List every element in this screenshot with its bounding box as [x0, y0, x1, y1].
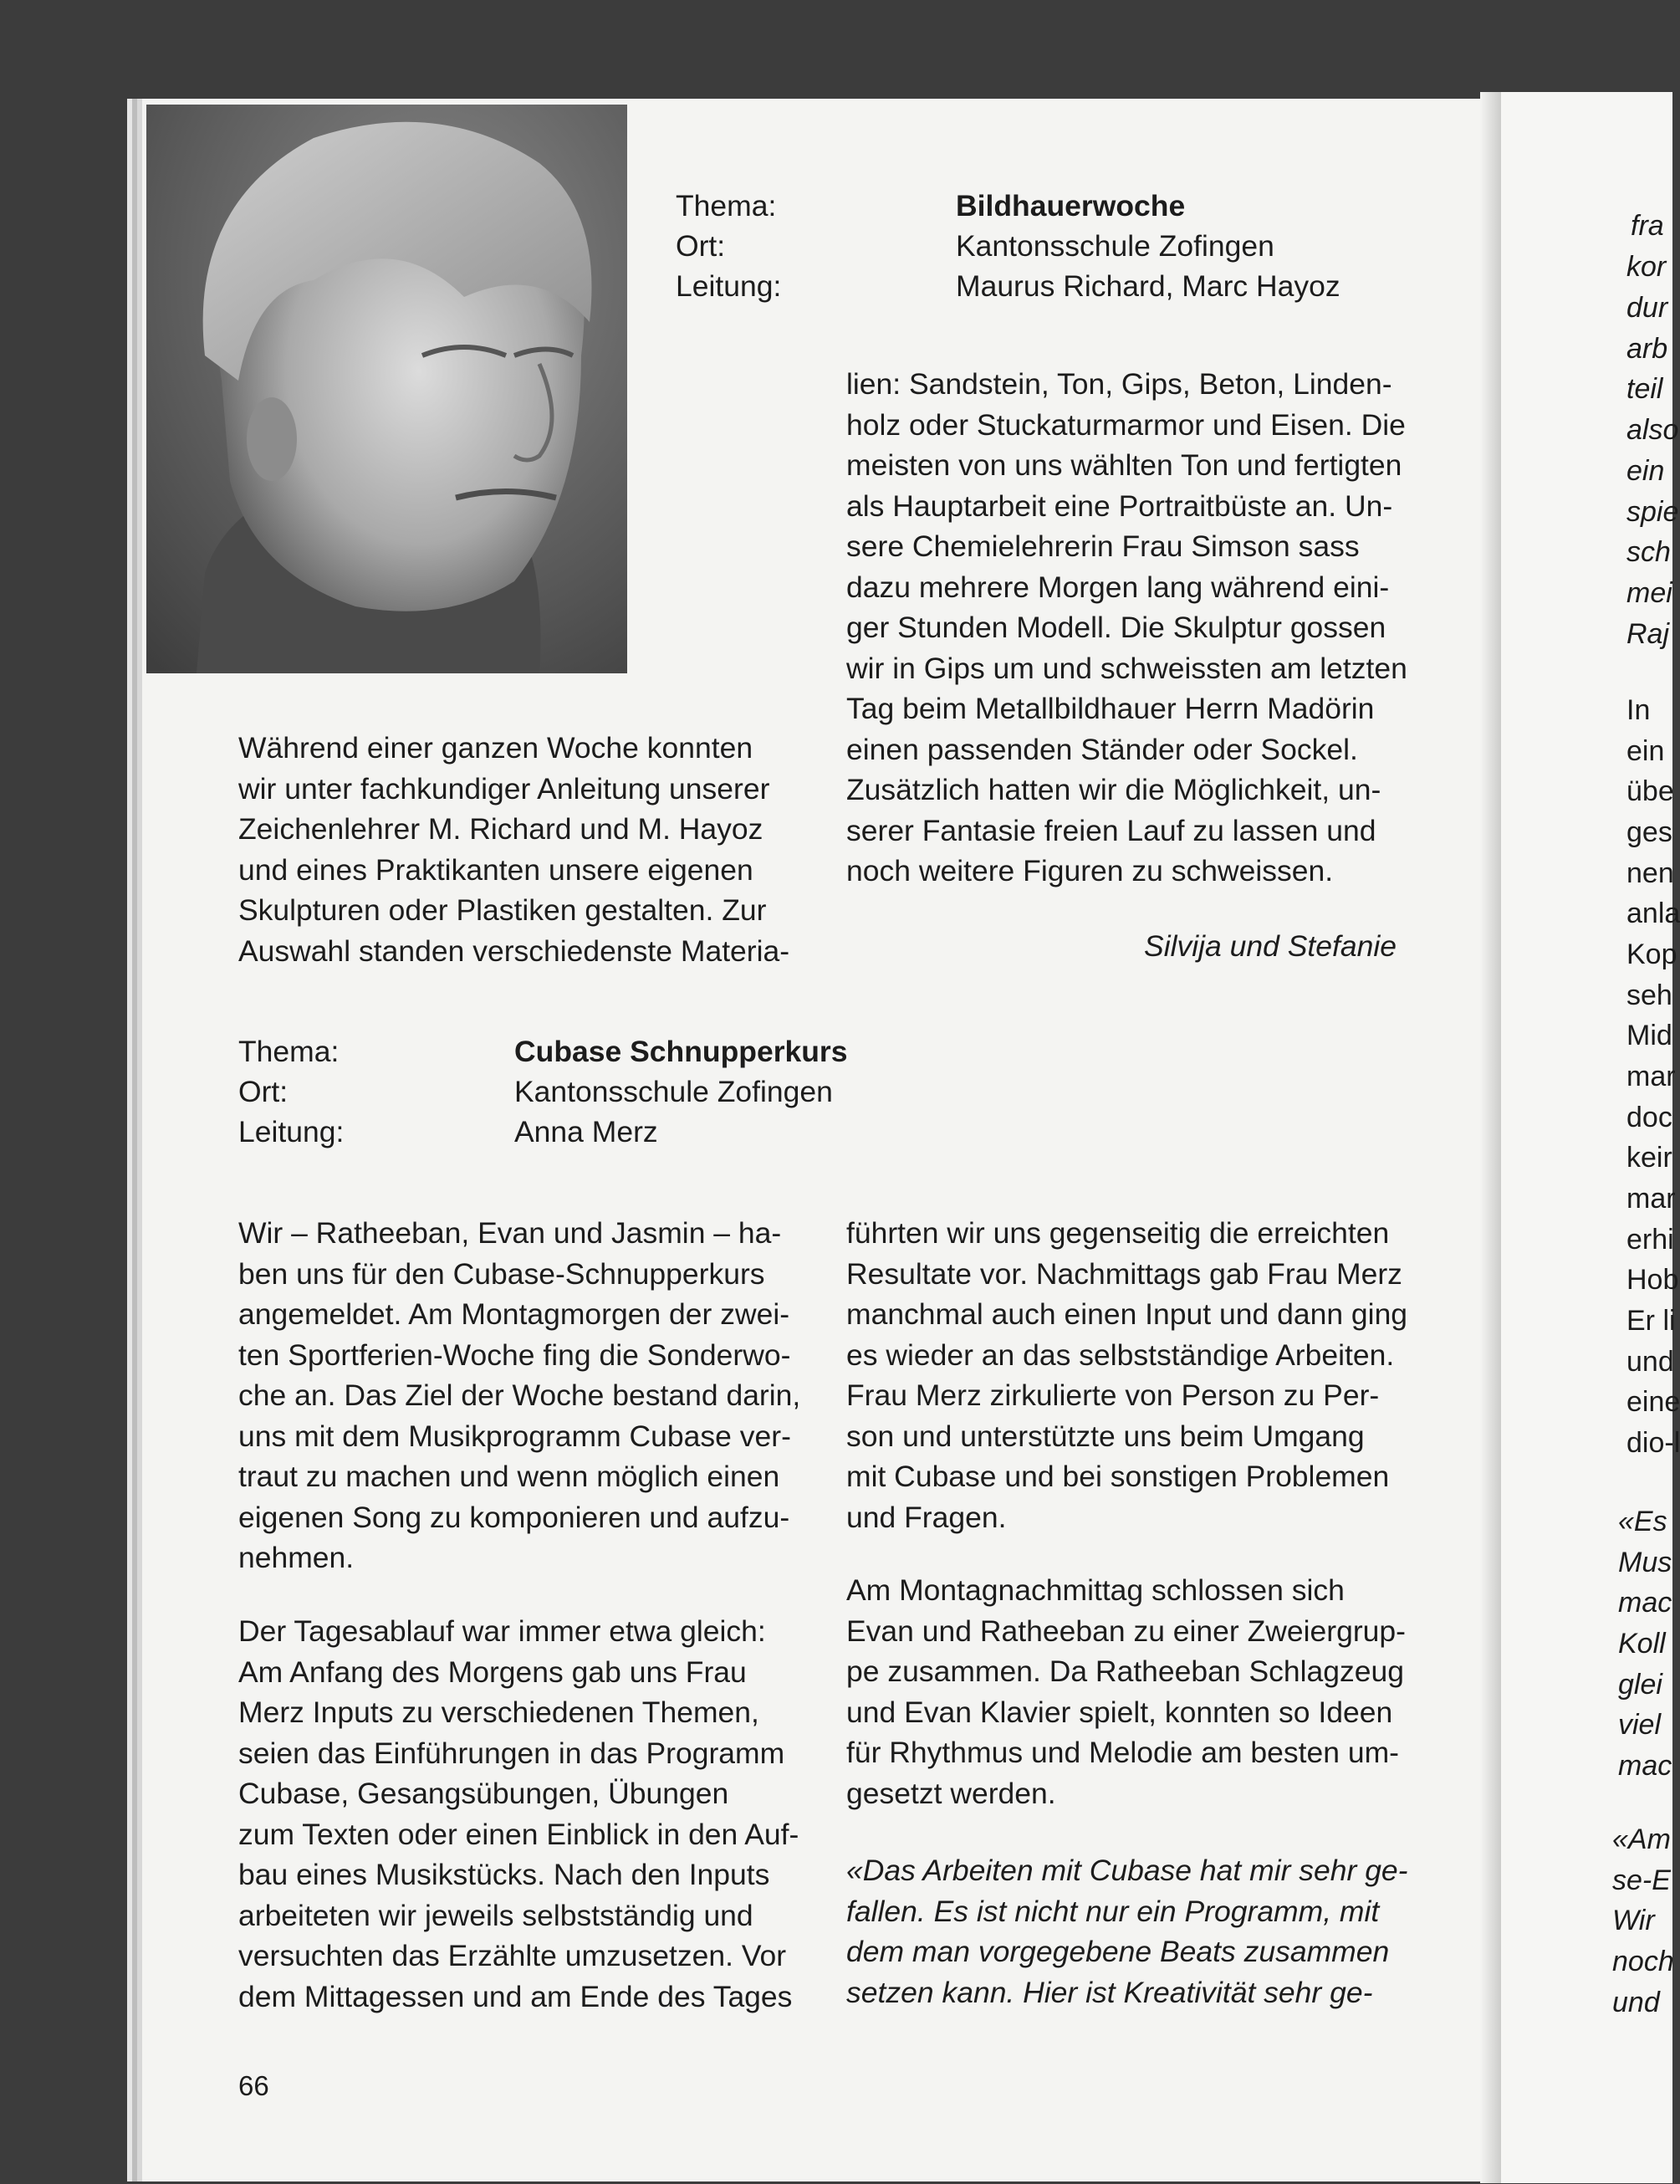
text-line: wir in Gips um und schweissten am letzten [846, 651, 1407, 685]
block1-leitung: Maurus Richard, Marc Hayoz [956, 269, 1340, 303]
text-line: führten wir uns gegenseitig die erreichten [846, 1216, 1390, 1250]
text-line: bau eines Musikstücks. Nach den Inputs [238, 1858, 770, 1891]
text-line: versuchten das Erzählte umzusetzen. Vor [238, 1939, 787, 1972]
block2-label-thema: Thema: [238, 1035, 340, 1068]
signature-1: Silvija und Stefanie [1144, 929, 1397, 963]
text-line: Evan und Ratheeban zu einer Zweiergrup- [846, 1614, 1406, 1648]
text-line: und eines Praktikanten unsere eigenen [238, 852, 753, 887]
left-paragraph-2b [238, 1611, 797, 2017]
text-line: Wir – Ratheeban, Evan und Jasmin – ha- [238, 1216, 782, 1250]
text-line: Während einer ganzen Woche konnten [238, 731, 753, 765]
facing-fragment: «Es [1618, 1506, 1667, 1537]
text-line: für Rhythmus und Melodie am besten um- [846, 1736, 1399, 1769]
text-line: seien das Einführungen in das Programm [238, 1736, 785, 1770]
facing-fragment: Hob [1626, 1264, 1679, 1296]
text-line: ger Stunden Modell. Die Skulptur gossen [846, 611, 1386, 644]
facing-fragment: se-E [1612, 1864, 1671, 1896]
block2-leitung: Anna Merz [514, 1115, 658, 1148]
text-line: und Fragen. [846, 1500, 1007, 1534]
facing-fragment: Raj [1626, 618, 1670, 650]
text-line: angemeldet. Am Montagmorgen der zwei- [238, 1297, 790, 1331]
text-line: Tag beim Metallbildhauer Herrn Madörin [846, 692, 1375, 725]
text-line: uns mit dem Musikprogramm Cubase ver- [238, 1419, 791, 1453]
facing-fragment: seh [1626, 979, 1672, 1011]
text-line: dem man vorgegebene Beats zusammen [846, 1935, 1390, 1968]
facing-fragment: keir [1626, 1142, 1672, 1174]
facing-fragment: anla [1626, 898, 1680, 929]
text-line: Zeichenlehrer M. Richard und M. Hayoz [238, 812, 763, 846]
facing-fragment: dio-l [1626, 1427, 1680, 1459]
text-line: Skulpturen oder Plastiken gestalten. Zur [238, 893, 767, 927]
text-line: manchmal auch einen Input und dann ging [846, 1297, 1408, 1331]
facing-fragment: In [1626, 694, 1651, 726]
facing-fragment: Koll [1618, 1628, 1666, 1660]
facing-fragment: nen [1626, 857, 1674, 889]
block1-label-thema: Thema: [676, 189, 777, 222]
text-line: sere Chemielehrerin Frau Simson sass [846, 529, 1360, 563]
left-paragraph-1 [238, 728, 797, 971]
sculpture-photo [146, 105, 627, 673]
facing-fragment: eine [1626, 1386, 1680, 1418]
facing-fragment: Wir [1612, 1905, 1655, 1936]
block2-label-leitung: Leitung: [238, 1115, 345, 1148]
facing-fragment: erhi [1626, 1224, 1674, 1256]
facing-fragment: viel [1618, 1709, 1662, 1741]
facing-fragment: fra [1631, 210, 1664, 242]
text-line: einen passenden Ständer oder Sockel. [846, 732, 1358, 766]
facing-fragment: Mid [1626, 1020, 1672, 1051]
text-line: wir unter fachkundiger Anleitung unserer [238, 771, 770, 806]
text-line: gesetzt werden. [846, 1776, 1056, 1810]
right-paragraph-1 [846, 364, 1412, 892]
text-line: dazu mehrere Morgen lang während eini- [846, 570, 1390, 604]
facing-fragment: doc [1626, 1102, 1672, 1133]
block1-thema: Bildhauerwoche [956, 189, 1186, 222]
facing-fragment: sch [1626, 536, 1671, 568]
block1-label-leitung: Leitung: [676, 269, 782, 303]
facing-fragment: «Am [1612, 1823, 1671, 1855]
text-line: zum Texten oder einen Einblick in den Auf- [238, 1817, 799, 1851]
text-line: Der Tagesablauf war immer etwa gleich: [238, 1614, 766, 1648]
quote-paragraph [846, 1850, 1412, 2013]
text-line: Am Montagnachmittag schlossen sich [846, 1573, 1345, 1607]
text-line: serer Fantasie freien Lauf zu lassen und [846, 813, 1376, 847]
facing-fragment: glei [1618, 1669, 1662, 1701]
text-line: es wieder an das selbstständige Arbeiten. [846, 1338, 1395, 1372]
block1-label-ort: Ort: [676, 229, 726, 263]
block1-ort: Kantonsschule Zofingen [956, 229, 1274, 263]
text-line: ben uns für den Cubase-Schnupperkurs [238, 1256, 765, 1291]
text-line: und Evan Klavier spielt, konnten so Ideen [846, 1695, 1393, 1729]
text-line: noch weitere Figuren zu schweissen. [846, 854, 1334, 887]
facing-fragment: Kop [1626, 939, 1677, 970]
facing-fragment: ein [1626, 455, 1665, 487]
facing-fragment: arb [1626, 333, 1668, 365]
facing-fragment: mar [1626, 1183, 1676, 1215]
text-line: Cubase, Gesangsübungen, Übungen [238, 1777, 729, 1810]
text-line: Resultate vor. Nachmittags gab Frau Merz [846, 1256, 1402, 1291]
text-line: fallen. Es ist nicht nur ein Programm, mit [846, 1894, 1380, 1928]
text-line: setzen kann. Hier ist Kreativität sehr ge- [846, 1975, 1373, 2009]
right-paragraph-2b [846, 1570, 1412, 1813]
facing-fragment: mei [1626, 577, 1672, 609]
text-line: lien: Sandstein, Ton, Gips, Beton, Linden- [846, 367, 1392, 401]
text-line: «Das Arbeiten mit Cubase hat mir sehr ge- [846, 1854, 1408, 1887]
text-line: nehmen. [238, 1541, 355, 1574]
text-line: meisten von uns wählten Ton und fertigten [846, 448, 1402, 482]
text-line: arbeiteten wir jeweils selbstständig und [238, 1898, 753, 1932]
page-number: 66 [238, 2070, 269, 2101]
text-line: Zusätzlich hatten wir die Möglichkeit, un- [846, 773, 1381, 806]
facing-fragment: kor [1626, 251, 1667, 283]
facing-fragment: übe [1626, 775, 1674, 807]
text-line: pe zusammen. Da Ratheeban Schlagzeug [846, 1655, 1405, 1688]
text-line: Auswahl standen verschiedenste Materia- [238, 933, 790, 968]
facing-fragment: und [1612, 1987, 1660, 2018]
text-line: Am Anfang des Morgens gab uns Frau [238, 1655, 747, 1689]
text-line: traut zu machen und wenn möglich einen [238, 1460, 780, 1493]
facing-fragment: ein [1626, 735, 1665, 767]
facing-fragment: mac [1618, 1587, 1672, 1619]
facing-fragment: Mus [1618, 1547, 1672, 1578]
text-line: dem Mittagessen und am Ende des Tages [238, 1979, 793, 2013]
text-line: eigenen Song zu komponieren und aufzu- [238, 1500, 790, 1534]
block2-ort: Kantonsschule Zofingen [514, 1075, 833, 1108]
text-line: mit Cubase und bei sonstigen Problemen [846, 1460, 1390, 1493]
facing-fragment: spie [1626, 496, 1679, 528]
text-line: che an. Das Ziel der Woche bestand darin, [238, 1378, 801, 1412]
left-paragraph-2a [238, 1213, 801, 1578]
facing-fragment: also [1626, 414, 1679, 446]
block2-thema: Cubase Schnupperkurs [514, 1035, 848, 1068]
text-line: son und unterstützte uns beim Umgang [846, 1419, 1365, 1453]
facing-fragment: Er li [1626, 1305, 1676, 1337]
facing-fragment: noch [1612, 1946, 1674, 1977]
facing-fragment: mac [1618, 1750, 1672, 1782]
block2-label-ort: Ort: [238, 1075, 289, 1108]
facing-fragment: dur [1626, 292, 1668, 324]
facing-fragment: teil [1626, 373, 1663, 405]
facing-fragment: und [1626, 1346, 1674, 1378]
facing-fragment: mar [1626, 1061, 1676, 1092]
text-line: als Hauptarbeit eine Portraitbüste an. Un- [846, 488, 1393, 523]
text-line: ten Sportferien-Woche fing die Sonderwo- [238, 1338, 791, 1372]
text-line: holz oder Stuckaturmarmor und Eisen. Die [846, 407, 1406, 442]
right-paragraph-2a [846, 1213, 1412, 1537]
facing-fragment: ges [1626, 816, 1672, 848]
text-line: Frau Merz zirkulierte von Person zu Per- [846, 1378, 1380, 1412]
text-line: Merz Inputs zu verschiedenen Themen, [238, 1696, 759, 1729]
